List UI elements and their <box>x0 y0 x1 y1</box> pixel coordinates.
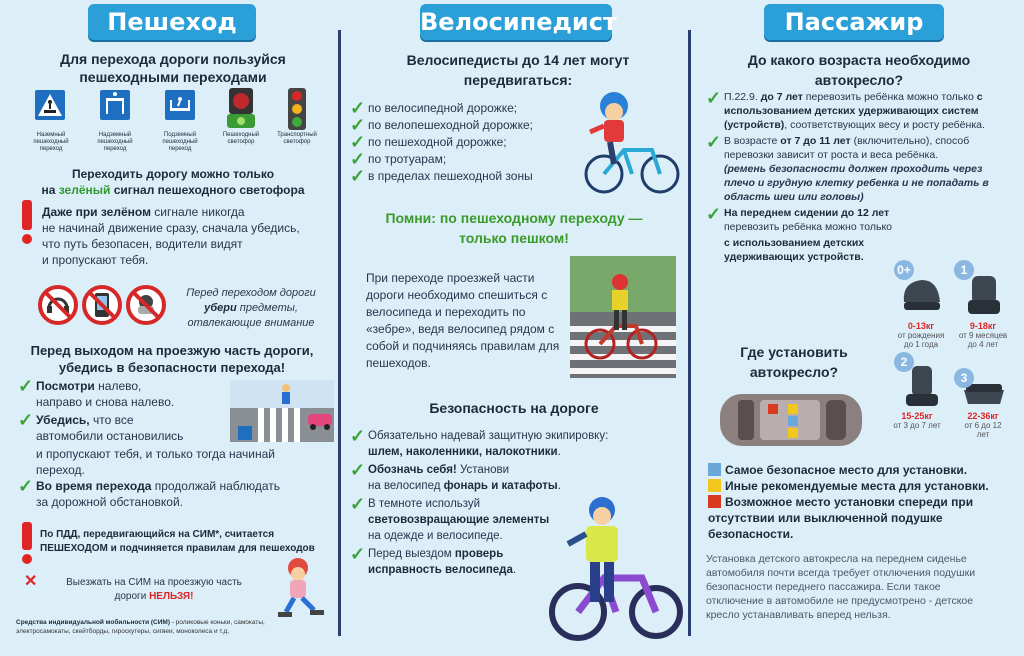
sign-label: Пешеходный светофор <box>222 132 260 145</box>
check-icon: ✓ <box>350 166 366 186</box>
seat-group-badge: 3 <box>954 368 974 388</box>
crossing-steps-cont: и пропускают тебя, и только тогда начинай переход. <box>36 447 276 477</box>
check-before-crossing-heading: Перед выходом на проезжую часть дороги, убедись в безопасности перехода! <box>30 343 314 375</box>
seat-group-label: 22-36кг от 6 до 12 лет <box>964 411 1002 439</box>
sim-rule-text: По ПДД, передвигающийся на СИМ*, считается ПЕШЕХОДОМ и подчиняется правилам для пешеходов <box>40 529 315 554</box>
car-seat-groups <box>894 260 1016 450</box>
pedestrian-traffic-light-icon <box>223 88 259 128</box>
rear-center-seat-marker <box>788 416 798 426</box>
legend-swatch <box>708 479 721 492</box>
sign-label: Транспортный светофор <box>277 132 317 145</box>
kid-with-bicycle-illustration <box>544 494 684 644</box>
green-signal-text: Переходить дорогу можно только на зелёный сигнал пешеходного светофора <box>41 167 305 197</box>
check-icon: ✓ <box>18 376 34 396</box>
check-icon: ✓ <box>706 88 722 108</box>
passenger-column <box>694 0 1016 656</box>
seat-group-badge: 1 <box>954 260 974 280</box>
pedestrian-heading: Для перехода дороги пользуйся пешеходными переходами <box>60 51 286 85</box>
no-headphones-phone-mask-icons <box>38 284 168 326</box>
seat-group-badge: 2 <box>894 352 914 372</box>
check-icon: ✓ <box>350 544 366 564</box>
pedestrian-column <box>8 0 336 656</box>
sign-label: Подземный пешеходный переход <box>162 132 198 152</box>
check-icon: ✓ <box>18 410 34 430</box>
crossing-step-3: ✓ Во время перехода продолжай наблюдать за дорожной обстановкой. <box>18 476 280 509</box>
zebra-crossing-illustration <box>230 380 334 442</box>
sign-label: Наземный пешеходный переход <box>33 132 69 152</box>
check-icon: ✓ <box>350 426 366 446</box>
cyclist-column <box>344 0 688 656</box>
boy-walking-bike-illustration <box>570 256 676 378</box>
check-icon: ✓ <box>706 204 722 224</box>
cyclist-heading: Велосипедисты до 14 лет могут передвигаться: <box>406 52 630 88</box>
cyclist-title: Велосипедист <box>420 4 612 40</box>
sim-footnote: Средства индивидуальной мобильности (СИМ) - роликовые коньки, самокаты, электросамокаты, скейтборды, гироскутеры, сигвеи, моноколеса и т.д. <box>16 619 265 635</box>
check-icon: ✓ <box>706 132 722 152</box>
check-icon: ✓ <box>350 494 366 514</box>
sim-ban-text: Выезжать на СИМ на проезжую часть дороги НЕЛЬЗЯ! <box>66 577 242 602</box>
remember-walk-heading: Помни: по пешеходному переходу — только пешком! <box>385 210 643 246</box>
green-warning-text: Даже при зелёном сигнале никогда не начинай движение сразу, сначала убедись, что путь безопасен, водители видят и пропускают тебя. <box>42 205 300 267</box>
check-icon: ✓ <box>18 476 34 496</box>
seat-legend: Самое безопасное место для установки. Иные рекомендуемые места для установки. Возможное место установки спереди при отсутствии или выключенной подушке безопасности. <box>708 463 989 541</box>
remove-distractions-text: Перед переходом дороги убери предметы, отвлекающие внимание <box>186 287 316 329</box>
road-safety-heading: Безопасность на дороге <box>429 400 599 416</box>
pedestrian-title: Пешеход <box>88 4 256 40</box>
underground-crossing-sign-icon <box>165 90 195 120</box>
seat-group-label: 15-25кг от 3 до 7 лет <box>893 411 941 430</box>
overhead-crossing-sign-icon <box>100 90 130 120</box>
check-icon: ✓ <box>350 115 366 135</box>
check-icon: ✓ <box>350 98 366 118</box>
ground-crossing-sign-icon <box>35 90 65 120</box>
crossing-rule-text: При переходе проезжей части дороги необходимо спешиться с велосипеда и переходить по «зебре», ведя велосипед рядом с собой и подчиняясь правилам для пешеходов. <box>366 271 560 370</box>
legend-swatch <box>708 463 721 476</box>
column-divider <box>688 30 691 636</box>
boy-on-bicycle-illustration <box>580 88 684 196</box>
sim-exclamation-icon <box>22 522 32 564</box>
child-seat-rules: ✓ П.22.9. до 7 лет перевозить ребёнка можно только с использованием детских удерживающих систем (устройств), соответствующих весу и росту ребёнка. ✓ В возрасте от 7 до 11 лет (включительно), способ перевозки зависит от роста и веса ребёнка. (ремень безопасности должен проходить через плечо и грудную клетку ребенка и не попадать в область шеи или головы) ✓ На переднем сидении до 12 лет перевозить ребёнка можно только с использованием детских удерживающих устройств. <box>706 88 989 263</box>
check-icon: ✓ <box>350 460 366 480</box>
road-signs-row <box>8 88 336 158</box>
seat-group-label: 9-18кг от 9 месяцев до 4 лет <box>958 321 1008 349</box>
rear-side-seat-marker <box>788 404 798 414</box>
seat-group-badge: 0+ <box>894 260 914 280</box>
car-top-view-diagram <box>716 388 866 452</box>
passenger-heading: До какого возраста необходимо автокресло? <box>747 52 971 88</box>
passenger-title: Пассажир <box>764 4 944 40</box>
warning-exclamation-icon <box>22 200 32 244</box>
crossing-steps: ✓ Посмотри налево, направо и снова налево. ✓ Убедись, что все автомобили остановились <box>18 376 184 443</box>
seat-group-label: 0-13кг от рождения до 1 года <box>897 321 945 349</box>
seat-placement-heading: Где установить автокресло? <box>740 344 848 380</box>
check-icon: ✓ <box>350 132 366 152</box>
rear-side-seat-marker <box>788 428 798 438</box>
sign-label: Надземный пешеходный переход <box>97 132 133 152</box>
vehicle-traffic-light-icon <box>285 88 309 130</box>
cycling-places-list: ✓ по велосипедной дорожке; ✓ по велопешеходной дорожке; ✓ по пешеходной дорожке; ✓ по тротуарам; ✓ в пределах пешеходной зоны <box>350 98 533 186</box>
check-icon: ✓ <box>350 149 366 169</box>
roller-skater-illustration <box>270 556 334 622</box>
safety-rules: ✓ Обязательно надевай защитную экипировку: шлем, наколенники, налокотники. ✓ Обозначь себя! Установи на велосипед фонарь и катафоты. ✓ В темноте используй световозвращающие элементы на одежде и велосипеде. ✓ Перед выездом проверь исправность велосипеда. <box>350 426 609 576</box>
legend-swatch <box>708 495 721 508</box>
forbidden-cross-icon: ✕ <box>24 573 38 590</box>
front-seat-marker <box>768 404 778 414</box>
airbag-note: Установка детского автокресла на переднем сиденье автомобиля почти всегда требует отключения подушки безопасности переднего пассажира. Если такое отключение в автомобиле не предусмотрено - детское кресло устанавливать вперед нельзя. <box>706 553 976 621</box>
